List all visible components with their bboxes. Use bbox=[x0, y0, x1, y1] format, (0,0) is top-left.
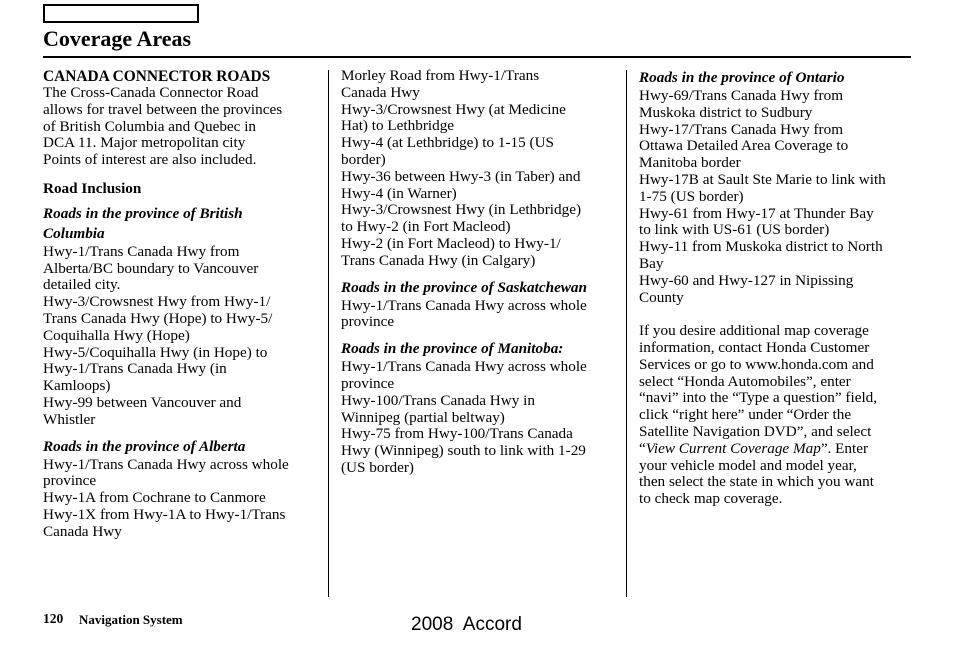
road-line: Hwy-1/Trans Canada Hwy from bbox=[43, 242, 240, 260]
road-line: Hwy-1A from Cochrane to Canmore bbox=[43, 489, 266, 507]
road-line: Coquihalla Hwy (Hope) bbox=[43, 326, 190, 344]
road-line: Winnipeg (partial beltway) bbox=[341, 408, 505, 426]
ab-road-list bbox=[43, 457, 323, 541]
road-line: to Hwy-2 (in Fort Macleod) bbox=[341, 218, 511, 236]
road-line: Hwy-100/Trans Canada Hwy in bbox=[341, 391, 535, 409]
road-line: Canada Hwy bbox=[43, 522, 122, 540]
info-line-italic bbox=[639, 441, 911, 458]
road-line: Hwy-5/Coquihalla Hwy (in Hope) to bbox=[43, 343, 268, 361]
page-number: 120 bbox=[43, 611, 64, 626]
road-line: 1-75 (US border) bbox=[639, 187, 744, 205]
on-heading: Roads in the province of Ontario bbox=[639, 69, 845, 86]
footer-model-label: 2008 Accord bbox=[411, 614, 522, 635]
road-line: province bbox=[341, 374, 395, 392]
intro-line: The Cross-Canada Connector Road bbox=[43, 84, 259, 101]
road-line: Hwy-60 and Hwy-127 in Nipissing bbox=[639, 271, 854, 289]
title-rule bbox=[43, 56, 911, 58]
road-inclusion-heading: Road Inclusion bbox=[43, 179, 142, 197]
paragraph-gap bbox=[639, 306, 911, 323]
road-line: County bbox=[639, 288, 684, 306]
road-line: (US border) bbox=[341, 458, 414, 476]
road-line: Canada Hwy bbox=[341, 83, 420, 101]
header-tab-box bbox=[43, 4, 199, 23]
info-paragraph bbox=[639, 323, 911, 508]
info-line: Services or go to www.honda.com and bbox=[639, 355, 874, 373]
info-line: click “right here” under “Order the bbox=[639, 406, 852, 424]
road-line: Hwy-3/Crowsnest Hwy from Hwy-1/ bbox=[43, 293, 271, 311]
section-heading-canada-connector: CANADA CONNECTOR ROADS bbox=[43, 68, 271, 85]
quote-close-enter: ”. Enter bbox=[820, 439, 869, 457]
page-title: Coverage Areas bbox=[43, 26, 192, 51]
column-2 bbox=[341, 68, 621, 477]
road-line: Hwy-1X from Hwy-1A to Hwy-1/Trans bbox=[43, 505, 286, 523]
road-line: Bay bbox=[639, 254, 664, 272]
sk-road-list bbox=[341, 298, 621, 332]
road-line: Kamloops) bbox=[43, 377, 111, 395]
intro-line: Points of interest are also included. bbox=[43, 151, 257, 169]
column-divider-1 bbox=[328, 70, 329, 597]
info-line: If you desire additional map coverage bbox=[639, 322, 869, 340]
road-line: Hwy-3/Crowsnest Hwy (in Lethbridge) bbox=[341, 201, 582, 219]
mb-heading: Roads in the province of Manitoba: bbox=[341, 340, 564, 358]
road-line: border) bbox=[341, 150, 386, 168]
info-line: “navi” into the “Type a question” field, bbox=[639, 389, 878, 407]
mb-road-list bbox=[341, 359, 621, 477]
road-line: Hwy-36 between Hwy-3 (in Taber) and bbox=[341, 167, 581, 185]
road-line: Hwy-61 from Hwy-17 at Thunder Bay bbox=[639, 204, 874, 222]
intro-line: of British Columbia and Quebec in bbox=[43, 117, 257, 135]
road-line: detailed city. bbox=[43, 276, 121, 294]
ab-road-list-continued bbox=[341, 68, 621, 270]
road-line: Hwy-1/Trans Canada Hwy across whole bbox=[341, 358, 587, 376]
road-line: Ottawa Detailed Area Coverage to bbox=[639, 137, 849, 155]
column-3 bbox=[639, 68, 911, 508]
road-line: Alberta/BC boundary to Vancouver bbox=[43, 259, 259, 277]
road-line: Trans Canada Hwy (in Calgary) bbox=[341, 251, 536, 269]
road-line: province bbox=[341, 313, 395, 331]
road-line: Hat) to Lethbridge bbox=[341, 117, 455, 135]
intro-line: DCA 11. Major metropolitan city bbox=[43, 134, 246, 152]
road-line: province bbox=[43, 472, 97, 490]
bc-heading-line: Columbia bbox=[43, 224, 105, 242]
road-line: Hwy-4 (in Warner) bbox=[341, 184, 457, 202]
info-line: then select the state in which you want bbox=[639, 473, 874, 491]
column-1 bbox=[43, 68, 323, 541]
road-line: Hwy-17/Trans Canada Hwy from bbox=[639, 120, 844, 138]
ab-heading: Roads in the province of Alberta bbox=[43, 437, 246, 455]
intro-paragraph bbox=[43, 85, 323, 169]
bc-heading-line: Roads in the province of British bbox=[43, 204, 243, 222]
on-road-list bbox=[639, 88, 911, 306]
info-line: information, contact Honda Customer bbox=[639, 338, 870, 356]
info-line: your vehicle model and model year, bbox=[639, 456, 857, 474]
road-line: Hwy-17B at Sault Ste Marie to link with bbox=[639, 170, 886, 188]
info-line: Satellite Navigation DVD”, and select bbox=[639, 422, 872, 440]
info-line: select “Honda Automobiles”, enter bbox=[639, 372, 851, 390]
road-line: Hwy-3/Crowsnest Hwy (at Medicine bbox=[341, 100, 566, 118]
footer-section-label: Navigation System bbox=[79, 612, 183, 627]
bc-road-list bbox=[43, 244, 323, 429]
road-line: to link with US-61 (US border) bbox=[639, 221, 830, 239]
road-line: Hwy-99 between Vancouver and bbox=[43, 393, 242, 411]
intro-line: allows for travel between the provinces bbox=[43, 100, 283, 118]
road-line: Trans Canada Hwy (Hope) to Hwy-5/ bbox=[43, 309, 273, 327]
road-line: Whistler bbox=[43, 410, 96, 428]
road-line: Manitoba border bbox=[639, 154, 741, 172]
column-divider-2 bbox=[626, 70, 627, 597]
road-line: Hwy (Winnipeg) south to link with 1-29 bbox=[341, 442, 586, 460]
info-line: to check map coverage. bbox=[639, 490, 783, 508]
road-line: Hwy-11 from Muskoka district to North bbox=[639, 238, 883, 256]
road-line: Hwy-2 (in Fort Macleod) to Hwy-1/ bbox=[341, 234, 561, 252]
quote-open: “ bbox=[639, 439, 646, 457]
road-line: Hwy-75 from Hwy-100/Trans Canada bbox=[341, 425, 573, 443]
sk-heading: Roads in the province of Saskatchewan bbox=[341, 278, 587, 296]
road-line: Morley Road from Hwy-1/Trans bbox=[341, 67, 540, 84]
road-line: Hwy-1/Trans Canada Hwy (in bbox=[43, 360, 227, 378]
road-line: Muskoka district to Sudbury bbox=[639, 103, 813, 121]
road-line: Hwy-1/Trans Canada Hwy across whole bbox=[341, 296, 587, 314]
bc-heading bbox=[43, 204, 323, 244]
road-line: Hwy-4 (at Lethbridge) to 1-15 (US bbox=[341, 134, 554, 152]
road-line: Hwy-69/Trans Canada Hwy from bbox=[639, 87, 844, 104]
road-line: Hwy-1/Trans Canada Hwy across whole bbox=[43, 455, 289, 473]
view-coverage-map-text: View Current Coverage Map bbox=[645, 439, 821, 457]
